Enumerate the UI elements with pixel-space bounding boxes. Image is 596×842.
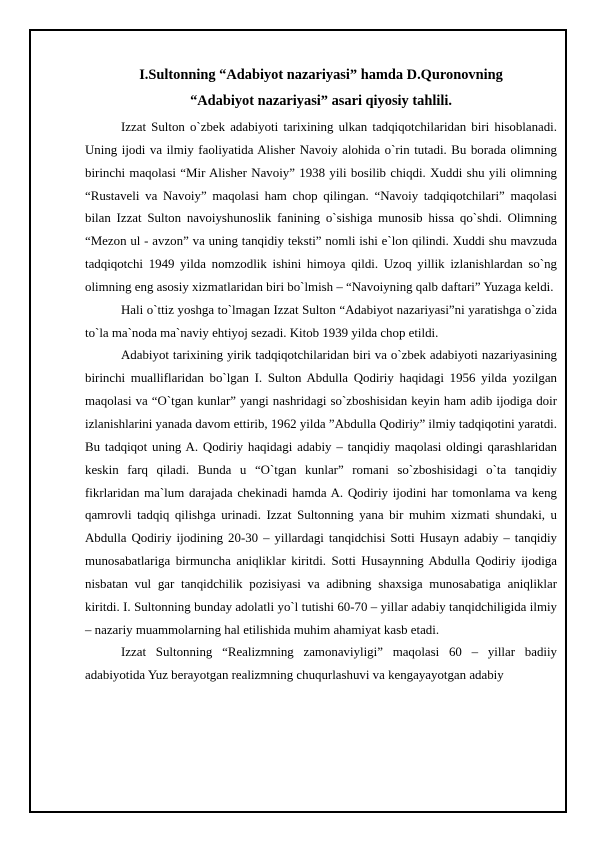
title-line-1: I.Sultonning “Adabiyot nazariyasi” hamda D.Quronovning xyxy=(139,67,503,83)
document-body xyxy=(85,62,557,687)
paragraph-2: Hali o`ttiz yoshga to`lmagan Izzat Sulton “Adabiyot nazariyasi”ni yaratishga o`zida to`la ma`noda ma`naviy ehtiyoj sezadi. Kitob 1939 yilda chop etildi. xyxy=(85,302,557,340)
document-title xyxy=(85,62,557,114)
title-line-2: “Adabiyot nazariyasi” asari qiyosiy tahlili. xyxy=(190,93,452,109)
paragraph-3: Adabiyot tarixining yirik tadqiqotchilaridan biri va o`zbek adabiyoti nazariyasining birinchi mualliflaridan bo`lgan I. Sulton Abdulla Qodiriy haqidagi 1956 yilda yozilgan maqolasi va “O`tgan kunlar” yangi nashridagi so`zboshisidan keyin ham adib ijodiga doir izlanishlarini yanada davom ettirib, 1962 yilda ”Abdulla Qodiriy” ilmiy tadqiqotini yaratdi. Bu tadqiqot uning A. Qodiriy haqidagi adabiy – tanqidiy maqolasi oldingi qarashlaridan keskin farq qiladi. Bunda u “O`tgan kunlar” romani so`zboshisidagi o`ta tanqidiy fikrlaridan ma`lum darajada chekinadi hamda A. Qodiriy ijodini har tomonlama va keng qamrovli tadqiq qilishga urinadi. Izzat Sultonning yana bir muhim xizmati shundaki, u Abdulla Qodiriy ijodining 20-30 – yillardagi tanqidchisi Sotti Husayn adabiy – tanqidiy munosabatlariga birmuncha aniqliklar kiritdi. Sotti Husaynning Abdulla Qodiriy ijodiga nisbatan vul gar tanqidchilik pozisiyasi va adibning shaxsiga munosabatiga aniqliklar kiritdi. I. Sultonning bunday adolatli yo`l tutishi 60-70 – yillar adabiy tanqidchiligida ilmiy – nazariy muammolarning hal etilishida muhim ahamiyat kasb etadi. xyxy=(85,348,557,637)
paragraph-1: Izzat Sulton o`zbek adabiyoti tarixining ulkan tadqiqotchilaridan biri hisoblanadi. Uning ijodi va ilmiy faoliyatida Alisher Navoiy alohida o`rin tutadi. Bu borada olimning birinchi maqolasi “Mir Alisher Navoiy” 1938 yili bosilib chiqdi. Xuddi shu yili olimning “Rustaveli va Navoiy” maqolasi ham chop qilingan. “Navoiy tadqiqotchilari” maqolasi bilan Izzat Sulton navoiyshunoslik fanining o`sishiga munosib hissa qo`shdi. Olimning “Mezon ul - avzon” va uning tanqidiy teksti” nomli ishi e`lon qilindi. Xuddi shu mavzuda tadqiqotchi 1949 yilda nomzodlik ishini himoya qildi. Uzoq yillik izlanishlardan so`ng olimning eng asosiy xizmatlaridan biri bo`lmish – “Navoiyning qalb daftari” Yuzaga keldi. xyxy=(85,120,557,294)
paragraph-4: Izzat Sultonning “Realizmning zamonaviyligi” maqolasi 60 – yillar badiiy adabiyotida Yuz berayotgan realizmning chuqurlashuvi va kengayayotgan adabiy xyxy=(85,645,557,683)
